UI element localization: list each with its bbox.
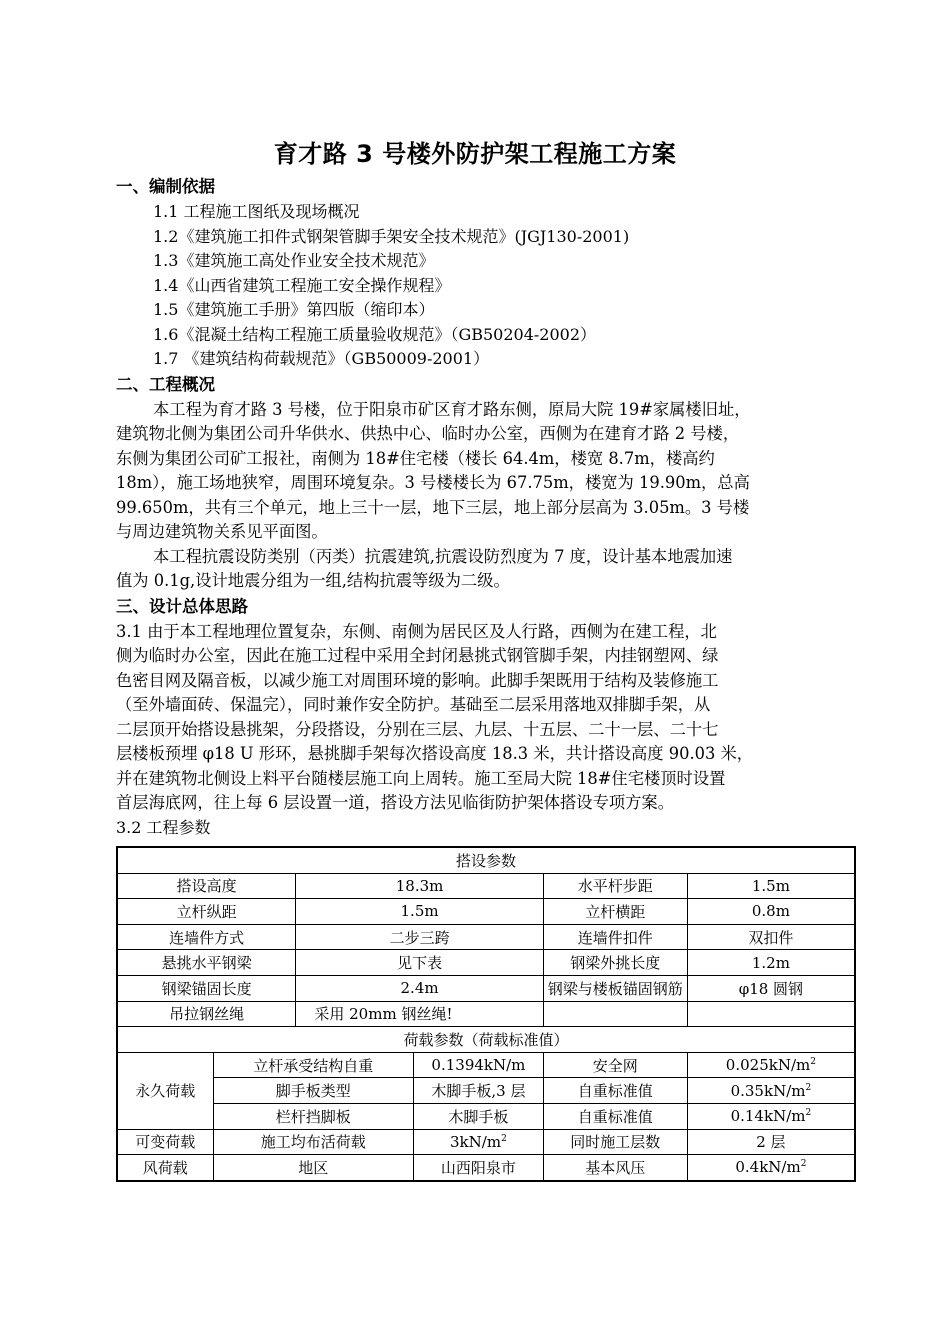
table-cell-empty bbox=[687, 1001, 855, 1027]
table-cell: 2.4m bbox=[296, 975, 543, 1001]
table-cell: 搭设高度 bbox=[117, 873, 296, 899]
basis-item: 1.4《山西省建筑工程施工安全操作规程》 bbox=[153, 275, 451, 295]
table-row bbox=[117, 1078, 855, 1104]
paragraph-line: 建筑物北侧为集团公司升华供水、供热中心、临时办公室，西侧为在建育才路 2 号楼， bbox=[116, 424, 740, 443]
table-cell: 钢梁外挑长度 bbox=[543, 950, 687, 976]
paragraph-line: 3.1 由于本工程地理位置复杂，东侧、南侧为居民区及人行路，西侧为在建工程，北 bbox=[116, 621, 717, 641]
table-row bbox=[117, 924, 855, 950]
basis-item: 1.6《混凝土结构工程施工质量验收规范》（GB50204-2002） bbox=[153, 324, 597, 344]
table-row bbox=[117, 1129, 855, 1155]
unit-value: 0.4kN/m bbox=[735, 1158, 801, 1177]
paragraph-line: 层楼板预埋 φ18 U 形环，悬挑脚手架每次搭设高度 18.3 米，共计搭设高度 90.03 米， bbox=[116, 744, 754, 763]
table-cell-empty bbox=[543, 1001, 687, 1027]
table-cell bbox=[687, 1155, 855, 1181]
overview-paragraph bbox=[116, 398, 856, 545]
table-row-group-label: 风荷载 bbox=[117, 1155, 213, 1181]
table-cell: 地区 bbox=[213, 1155, 414, 1181]
table-cell: 0.1394kN/m bbox=[414, 1052, 544, 1078]
basis-item: 1.1 工程施工图纸及现场概况 bbox=[153, 202, 360, 221]
basis-item: 1.5《建筑施工手册》第四版（缩印本） bbox=[153, 300, 435, 319]
section-heading-design: 三、设计总体思路 bbox=[116, 596, 248, 616]
table-section-header: 搭设参数 bbox=[117, 847, 855, 873]
table-row bbox=[117, 950, 855, 976]
table-row bbox=[117, 1103, 855, 1129]
table-cell: 基本风压 bbox=[543, 1155, 687, 1181]
table-cell: 栏杆挡脚板 bbox=[213, 1103, 414, 1129]
table-cell: 水平杆步距 bbox=[543, 873, 687, 899]
superscript-2: 2 bbox=[805, 1082, 812, 1093]
table-cell: 采用 20mm 钢丝绳! bbox=[296, 1001, 543, 1027]
table-cell: 自重标准值 bbox=[543, 1078, 687, 1104]
paragraph-line: 并在建筑物北侧设上料平台随楼层施工向上周转。施工至局大院 18#住宅楼顶时设置 bbox=[116, 768, 726, 788]
table-row bbox=[117, 899, 855, 925]
design-paragraph bbox=[116, 620, 856, 816]
table-header-row bbox=[117, 1027, 855, 1053]
paragraph-line: 首层海底网，往上每 6 层设置一道，搭设方法见临街防护架体搭设专项方案。 bbox=[116, 793, 674, 812]
table-row-group-label: 可变荷载 bbox=[117, 1129, 213, 1155]
superscript-2: 2 bbox=[805, 1108, 812, 1119]
table-row bbox=[117, 1052, 855, 1078]
table-cell: 1.2m bbox=[687, 950, 855, 976]
table-row bbox=[117, 1001, 855, 1027]
table-section-header: 荷载参数（荷载标准值） bbox=[117, 1027, 855, 1053]
parameters-table bbox=[116, 846, 856, 1182]
document-title: 育才路 3 号楼外防护架工程施工方案 bbox=[273, 140, 677, 168]
table-cell: 悬挑水平钢梁 bbox=[117, 950, 296, 976]
superscript-2: 2 bbox=[800, 1159, 807, 1170]
paragraph-line: 本工程抗震设防类别（丙类）抗震建筑,抗震设防烈度为 7 度，设计基本地震加速 bbox=[153, 546, 733, 566]
unit-value: 0.35kN/m bbox=[730, 1081, 806, 1100]
paragraph-line: （至外墙面砖、保温完），同时兼作安全防护。基础至二层采用落地双排脚手架，从 bbox=[116, 695, 711, 714]
table-cell: 安全网 bbox=[543, 1052, 687, 1078]
table-cell bbox=[414, 1129, 544, 1155]
table-cell: 0.8m bbox=[687, 899, 855, 925]
table-header-row bbox=[117, 847, 855, 873]
paragraph-line: 东侧为集团公司矿工报社，南侧为 18#住宅楼（楼长 64.4m，楼宽 8.7m，楼高约 bbox=[116, 448, 715, 468]
table-cell: 施工均布活荷载 bbox=[213, 1129, 414, 1155]
basis-item: 1.3《建筑施工高处作业安全技术规范》 bbox=[153, 251, 435, 270]
table-cell: 二步三跨 bbox=[296, 924, 543, 950]
table-cell: 18.3m bbox=[296, 873, 543, 899]
table-cell: 1.5m bbox=[296, 899, 543, 925]
seismic-paragraph bbox=[116, 545, 856, 594]
table-cell: 立杆横距 bbox=[543, 899, 687, 925]
table-cell bbox=[687, 1103, 855, 1129]
table-cell: 木脚手板 bbox=[414, 1103, 544, 1129]
table-cell: 立杆纵距 bbox=[117, 899, 296, 925]
table-row-group-label: 永久荷载 bbox=[117, 1052, 213, 1129]
table-cell: 双扣件 bbox=[687, 924, 855, 950]
section-heading-overview: 二、工程概况 bbox=[116, 374, 215, 394]
table-cell bbox=[687, 1078, 855, 1104]
table-row bbox=[117, 1155, 855, 1181]
table-cell: 见下表 bbox=[296, 950, 543, 976]
table-cell: 连墙件方式 bbox=[117, 924, 296, 950]
table-row bbox=[117, 873, 855, 899]
unit-value: 0.14kN/m bbox=[730, 1107, 806, 1126]
table-cell bbox=[687, 1052, 855, 1078]
paragraph-line: 99.650m，共有三个单元，地上三十一层，地下三层，地上部分层高为 3.05m。3 号楼 bbox=[116, 497, 750, 517]
basis-item: 1.2《建筑施工扣件式钢架管脚手架安全技术规范》(JGJ130-2001) bbox=[153, 226, 630, 246]
superscript-2: 2 bbox=[501, 1133, 507, 1144]
table-cell: φ18 圆钢 bbox=[687, 975, 855, 1001]
table-row bbox=[117, 975, 855, 1001]
paragraph-line: 侧为临时办公室，因此在施工过程中采用全封闭悬挑式钢管脚手架，内挂钢塑网、绿 bbox=[116, 646, 719, 665]
paragraph-line: 色密目网及隔音板，以减少施工对周围环境的影响。此脚手架既用于结构及装修施工 bbox=[116, 670, 719, 690]
table-cell: 吊拉钢丝绳 bbox=[117, 1001, 296, 1027]
table-cell: 同时施工层数 bbox=[543, 1129, 687, 1155]
table-cell: 山西阳泉市 bbox=[414, 1155, 544, 1181]
basis-item: 1.7 《建筑结构荷载规范》（GB50009-2001） bbox=[153, 349, 490, 368]
table-cell: 脚手板类型 bbox=[213, 1078, 414, 1104]
paragraph-line: 二层顶开始搭设悬挑架，分段搭设，分别在三层、九层、十五层、二十一层、二十七 bbox=[116, 719, 719, 739]
subsection-title-parameters: 3.2 工程参数 bbox=[116, 817, 211, 837]
section-heading-basis: 一、编制依据 bbox=[116, 177, 215, 196]
superscript-2: 2 bbox=[810, 1057, 816, 1068]
table-cell: 自重标准值 bbox=[543, 1103, 687, 1129]
table-cell: 钢梁锚固长度 bbox=[117, 975, 296, 1001]
table-cell: 2 层 bbox=[687, 1129, 855, 1155]
paragraph-line: 本工程为育才路 3 号楼，位于阳泉市矿区育才路东侧，原局大院 19#家属楼旧址， bbox=[153, 399, 751, 419]
table-cell: 连墙件扣件 bbox=[543, 924, 687, 950]
paragraph-line: 值为 0.1g,设计地震分组为一组,结构抗震等级为二级。 bbox=[116, 571, 510, 590]
table-cell: 1.5m bbox=[687, 873, 855, 899]
unit-value: 3kN/m bbox=[450, 1132, 502, 1151]
table-cell: 立杆承受结构自重 bbox=[213, 1052, 414, 1078]
document-body bbox=[116, 174, 856, 840]
table-cell: 木脚手板,3 层 bbox=[414, 1078, 544, 1104]
paragraph-line: 18m），施工场地狭窄，周围环境复杂。3 号楼楼长为 67.75m，楼宽为 19.90m，总高 bbox=[116, 473, 750, 492]
table-cell: 钢梁与楼板锚固钢筋 bbox=[543, 975, 687, 1001]
unit-value: 0.025kN/m bbox=[725, 1056, 811, 1075]
paragraph-line: 与周边建筑物关系见平面图。 bbox=[116, 522, 328, 541]
